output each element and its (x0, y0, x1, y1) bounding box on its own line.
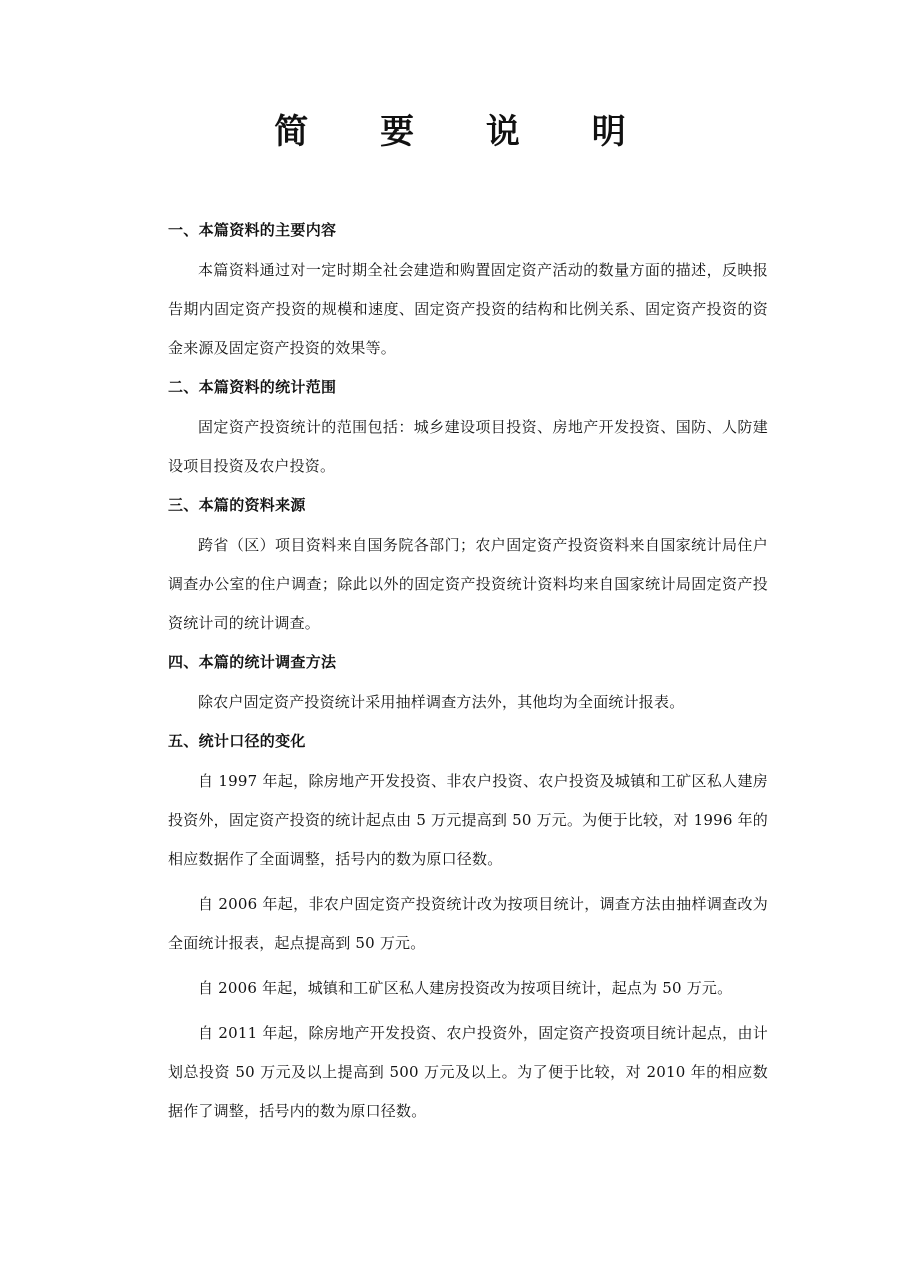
document-body (168, 217, 768, 1137)
section-sources (168, 492, 768, 643)
section-paragraph: 自 2006 年起，非农户固定资产投资统计改为按项目统计，调查方法由抽样调查改为全面统计报表，起点提高到 50 万元。 (168, 895, 768, 952)
section-heading: 二、本篇资料的统计范围 (168, 378, 337, 396)
section-paragraph: 固定资产投资统计的范围包括：城乡建设项目投资、房地产开发投资、国防、人防建设项目投资及农户投资。 (168, 418, 768, 475)
section-heading: 一、本篇资料的主要内容 (168, 221, 337, 239)
section-heading: 四、本篇的统计调查方法 (168, 653, 337, 671)
section-paragraph: 本篇资料通过对一定时期全社会建造和购置固定资产活动的数量方面的描述，反映报告期内固定资产投资的规模和速度、固定资产投资的结构和比例关系、固定资产投资的资金来源及固定资产投资的效果等。 (168, 261, 768, 357)
section-paragraph: 除农户固定资产投资统计采用抽样调查方法外，其他均为全面统计报表。 (198, 693, 685, 711)
section-paragraph: 跨省（区）项目资料来自国务院各部门；农户固定资产投资资料来自国家统计局住户调查办公室的住户调查；除此以外的固定资产投资统计资料均来自国家统计局固定资产投资统计司的统计调查。 (168, 536, 768, 632)
section-heading: 三、本篇的资料来源 (168, 496, 306, 514)
section-main-content (168, 217, 768, 368)
section-paragraph: 自 2011 年起，除房地产开发投资、农户投资外，固定资产投资项目统计起点，由计划总投资 50 万元及以上提高到 500 万元及以上。为了便于比较，对 2010 年的相应数据作了调整，括号内的数为原口径数。 (168, 1024, 768, 1120)
section-heading: 五、统计口径的变化 (168, 732, 306, 750)
page-title: 简 要 说 明 (274, 112, 656, 152)
section-methods (168, 649, 768, 722)
section-scope (168, 374, 768, 486)
section-paragraph: 自 2006 年起，城镇和工矿区私人建房投资改为按项目统计，起点为 50 万元。 (198, 979, 733, 997)
section-paragraph: 自 1997 年起，除房地产开发投资、非农户投资、农户投资及城镇和工矿区私人建房投资外，固定资产投资的统计起点由 5 万元提高到 50 万元。为便于比较，对 1996 年的相应数据作了全面调整，括号内的数为原口径数。 (168, 772, 768, 868)
section-scope-changes (168, 728, 768, 1131)
